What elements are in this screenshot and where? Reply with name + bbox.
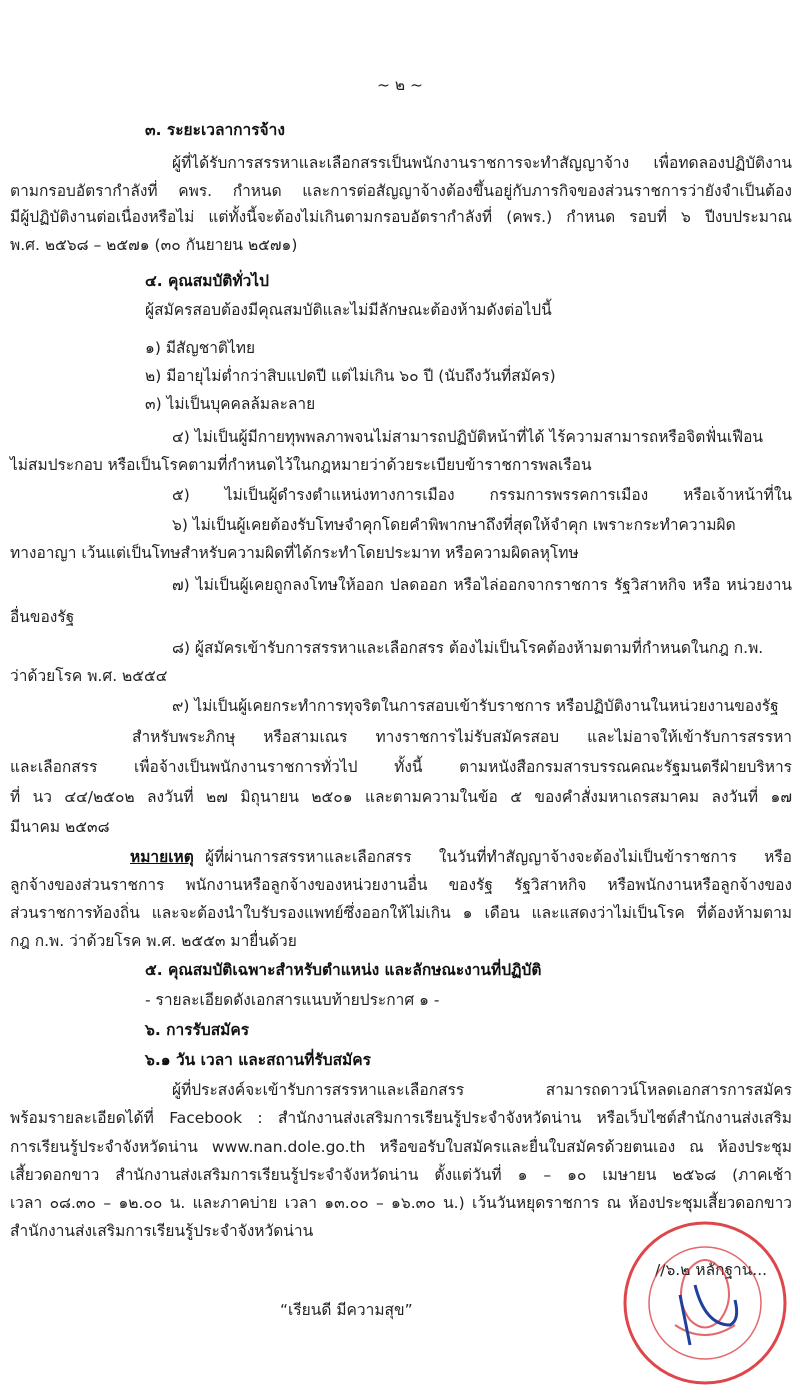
list-item: ๓) ไม่เป็นบุคคลล้มละลาย <box>145 395 316 413</box>
list-item: ๗) ไม่เป็นผู้เคยถูกลงโทษให้ออก ปลดออก หรือไล่ออกจากราชการ รัฐวิสาหกิจ หรือ หน่วยงาน <box>172 576 792 594</box>
paragraph-line: ส่วนราชการท้องถิ่น และจะต้องนำใบรับรองแพทย์ซึ่งออกให้ไม่เกิน ๑ เดือน และแสดงว่าไม่เป็นโรค ที่ต้องห้ามตาม <box>10 904 792 922</box>
list-item: ๖) ไม่เป็นผู้เคยต้องรับโทษจำคุกโดยคำพิพากษาถึงที่สุดให้จำคุก เพราะกระทำความผิด <box>172 516 736 534</box>
remark-label: หมายเหตุ <box>130 848 194 866</box>
list-item: ว่าด้วยโรค พ.ศ. ๒๕๕๔ <box>10 667 168 685</box>
list-item: ไม่สมประกอบ หรือเป็นโรคตามที่กำหนดไว้ในกฎหมายว่าด้วยระเบียบข้าราชการพลเรือน <box>10 456 592 474</box>
paragraph-line: ที่ นว ๔๔/๒๕๐๒ ลงวันที่ ๒๗ มิถุนายน ๒๕๐๑ และตามความในข้อ ๕ ของคำสั่งมหาเถรสมาคม ลงวันที่ ๑๗ <box>10 788 792 806</box>
list-item: อื่นของรัฐ <box>10 608 75 626</box>
paragraph-line: มีผู้ปฏิบัติงานต่อเนื่องหรือไม่ แต่ทั้งนี้จะต้องไม่เกินตามกรอบอัตรากำลังที่ (คพร.) กำหนด รอบที่ ๖ ปีงบประมาณ <box>10 208 792 226</box>
paragraph-line: ตามกรอบอัตรากำลังที่ คพร. กำหนด และการต่อสัญญาจ้างต้องขึ้นอยู่กับภารกิจของส่วนราชการว่ายังจำเป็นต้อง <box>10 182 792 200</box>
paragraph-line: เสี้ยวดอกขาว สำนักงานส่งเสริมการเรียนรู้ประจำจังหวัดน่าน ตั้งแต่วันที่ ๑ – ๑๐ เมษายน ๒๕๖๘ (ภาคเช้า <box>10 1166 792 1184</box>
list-item: ๙) ไม่เป็นผู้เคยกระทำการทุจริตในการสอบเข้ารับราชการ หรือปฏิบัติงานในหน่วยงานของรัฐ <box>172 697 779 715</box>
paragraph-line: ผู้สมัครสอบต้องมีคุณสมบัติและไม่มีลักษณะต้องห้ามดังต่อไปนี้ <box>145 301 552 319</box>
section-heading: ๖.๑ วัน เวลา และสถานที่รับสมัคร <box>145 1051 371 1069</box>
paragraph-line: การเรียนรู้ประจำจังหวัดน่าน www.nan.dole.go.th หรือขอรับใบสมัครและยื่นใบสมัครด้วยตนเอง ณ ห้องประชุม <box>10 1138 792 1156</box>
official-stamp <box>610 1215 800 1395</box>
paragraph-line: พร้อมรายละเอียดได้ที่ Facebook : สำนักงานส่งเสริมการเรียนรู้ประจำจังหวัดน่าน หรือเว็บไซต์สำนักงานส่งเสริม <box>10 1109 792 1127</box>
list-item: ทางอาญา เว้นแต่เป็นโทษสำหรับความผิดที่ได้กระทำโดยประมาท หรือความผิดลหุโทษ <box>10 544 579 562</box>
paragraph-line: พ.ศ. ๒๕๖๘ – ๒๕๗๑ (๓๐ กันยายน ๒๕๗๑) <box>10 236 298 254</box>
list-item: ๘) ผู้สมัครเข้ารับการสรรหาและเลือกสรร ต้องไม่เป็นโรคต้องห้ามตามที่กำหนดในกฎ ก.พ. <box>172 639 764 657</box>
paragraph-line: สำหรับพระภิกษุ หรือสามเณร ทางราชการไม่รับสมัครสอบ และไม่อาจให้เข้ารับการสรรหา <box>132 728 792 746</box>
paragraph-line: กฎ ก.พ. ว่าด้วยโรค พ.ศ. ๒๕๕๓ มายื่นด้วย <box>10 932 297 950</box>
section-heading: ๕. คุณสมบัติเฉพาะสำหรับตำแหน่ง และลักษณะงานที่ปฏิบัติ <box>145 961 542 979</box>
list-item: ๔) ไม่เป็นผู้มีกายทุพพลภาพจนไม่สามารถปฏิบัติหน้าที่ได้ ไร้ความสามารถหรือจิตฟั่นเฟือน <box>172 428 764 446</box>
motto: “เรียนดี มีความสุข” <box>280 1301 413 1319</box>
paragraph-line: ลูกจ้างของส่วนราชการ พนักงานหรือลูกจ้างของหน่วยงานอื่น ของรัฐ รัฐวิสาหกิจ หรือพนักงานหรือลูกจ้างของ <box>10 876 792 894</box>
continuation-note: //๖.๒ หลักฐาน... <box>655 1261 768 1279</box>
paragraph-line: เวลา ๐๘.๓๐ – ๑๒.๐๐ น. และภาคบ่าย เวลา ๑๓.๐๐ – ๑๖.๓๐ น.) เว้นวันหยุดราชการ ณ ห้องประชุมเสี้ยวดอกขาว <box>10 1194 792 1212</box>
paragraph-line: - รายละเอียดดังเอกสารแนบท้ายประกาศ ๑ - <box>145 991 440 1009</box>
section-heading: ๔. คุณสมบัติทั่วไป <box>145 272 269 290</box>
paragraph-line: ผู้ที่ได้รับการสรรหาและเลือกสรรเป็นพนักงานราชการจะทำสัญญาจ้าง เพื่อทดลองปฏิบัติงาน <box>172 154 792 172</box>
list-item: ๑) มีสัญชาติไทย <box>145 339 256 357</box>
paragraph-line: ผู้ที่ประสงค์จะเข้ารับการสรรหาและเลือกสรร สามารถดาวน์โหลดเอกสารการสมัคร <box>172 1081 792 1099</box>
list-item: ๒) มีอายุไม่ต่ำกว่าสิบแปดปี แต่ไม่เกิน ๖๐ ปี (นับถึงวันที่สมัคร) <box>145 367 556 385</box>
page-number: ~ ๒ ~ <box>376 76 424 94</box>
paragraph-line: สำนักงานส่งเสริมการเรียนรู้ประจำจังหวัดน่าน <box>10 1222 314 1240</box>
section-heading: ๓. ระยะเวลาการจ้าง <box>145 121 285 139</box>
section-heading: ๖. การรับสมัคร <box>145 1021 250 1039</box>
paragraph-line: และเลือกสรร เพื่อจ้างเป็นพนักงานราชการทั่วไป ทั้งนี้ ตามหนังสือกรมสารบรรณคณะรัฐมนตรีฝ่ายบริหาร <box>10 758 792 776</box>
paragraph-line: มีนาคม ๒๕๓๘ <box>10 818 110 836</box>
paragraph-line: ผู้ที่ผ่านการสรรหาและเลือกสรร ในวันที่ทำสัญญาจ้างจะต้องไม่เป็นข้าราชการ หรือ <box>205 848 792 866</box>
list-item: ๕) ไม่เป็นผู้ดำรงตำแหน่งทางการเมือง กรรมการพรรคการเมือง หรือเจ้าหน้าที่ใน <box>172 486 792 504</box>
